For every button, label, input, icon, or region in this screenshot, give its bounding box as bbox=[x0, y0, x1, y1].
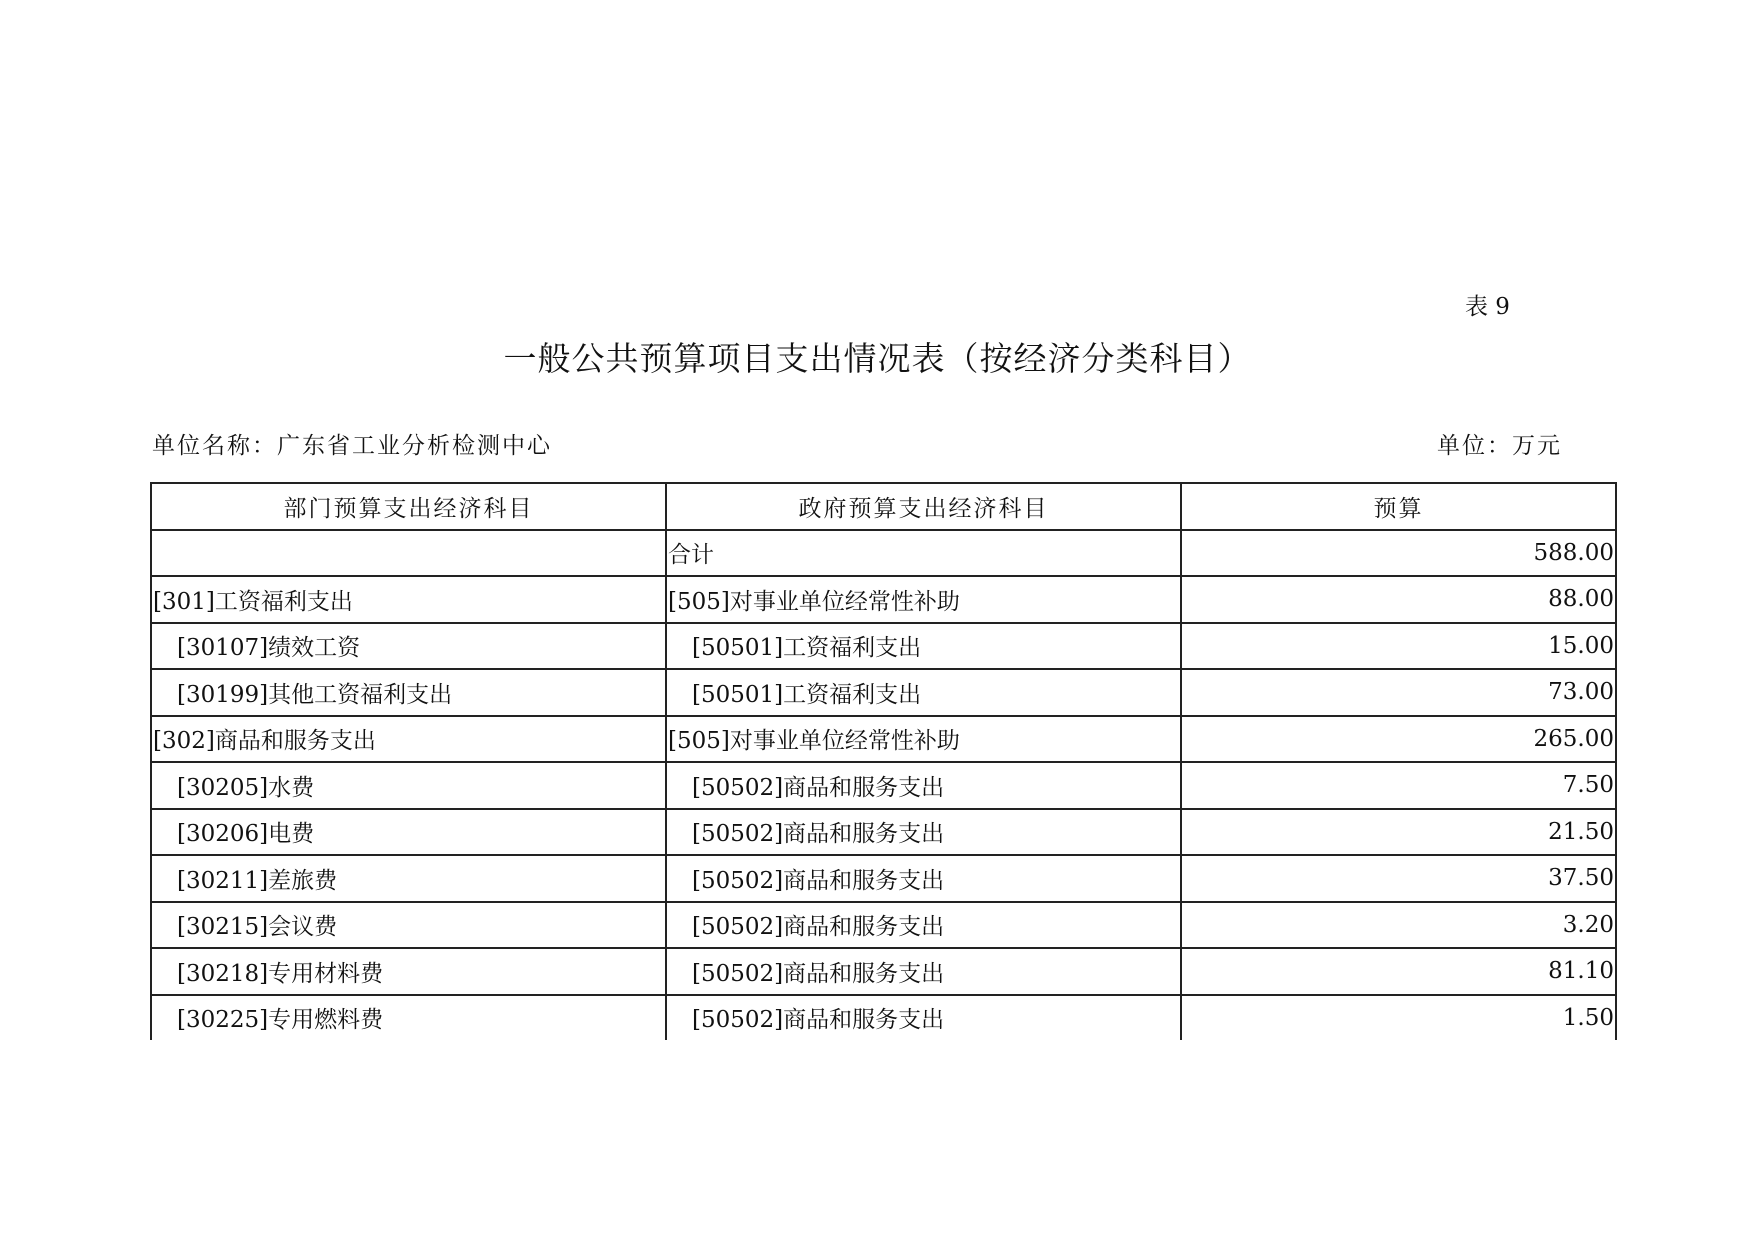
budget-amount-cell: 588.00 bbox=[1181, 530, 1616, 577]
table-body bbox=[151, 530, 1616, 1041]
dept-category-cell: [30107]绩效工资 bbox=[151, 623, 666, 670]
table-number: 表 9 bbox=[1465, 294, 1510, 320]
unit-name: 单位名称：广东省工业分析检测中心 bbox=[152, 433, 552, 459]
budget-amount-cell: 15.00 bbox=[1181, 623, 1616, 670]
gov-category-cell: [50502]商品和服务支出 bbox=[666, 995, 1181, 1041]
budget-amount-cell: 265.00 bbox=[1181, 716, 1616, 763]
gov-category-cell: [50501]工资福利支出 bbox=[666, 669, 1181, 716]
column-header-gov-category: 政府预算支出经济科目 bbox=[666, 483, 1181, 530]
table-row bbox=[151, 623, 1616, 670]
dept-category-cell: [30199]其他工资福利支出 bbox=[151, 669, 666, 716]
dept-category-cell: [30205]水费 bbox=[151, 762, 666, 809]
table-row bbox=[151, 948, 1616, 995]
dept-category-cell: [30225]专用燃料费 bbox=[151, 995, 666, 1041]
budget-amount-cell: 21.50 bbox=[1181, 809, 1616, 856]
table-row bbox=[151, 669, 1616, 716]
dept-category-cell: [30206]电费 bbox=[151, 809, 666, 856]
dept-category-cell: [302]商品和服务支出 bbox=[151, 716, 666, 763]
budget-amount-cell: 73.00 bbox=[1181, 669, 1616, 716]
table-header-row bbox=[151, 483, 1616, 530]
gov-category-cell: [50501]工资福利支出 bbox=[666, 623, 1181, 670]
table-row bbox=[151, 855, 1616, 902]
gov-category-cell: [505]对事业单位经常性补助 bbox=[666, 576, 1181, 623]
budget-amount-cell: 1.50 bbox=[1181, 995, 1616, 1041]
gov-category-cell: 合计 bbox=[666, 530, 1181, 577]
table-row bbox=[151, 902, 1616, 949]
page-title: 一般公共预算项目支出情况表（按经济分类科目） bbox=[503, 339, 1252, 378]
table-row bbox=[151, 530, 1616, 577]
gov-category-cell: [50502]商品和服务支出 bbox=[666, 762, 1181, 809]
budget-amount-cell: 81.10 bbox=[1181, 948, 1616, 995]
column-header-dept-category: 部门预算支出经济科目 bbox=[151, 483, 666, 530]
table-row bbox=[151, 809, 1616, 856]
gov-category-cell: [50502]商品和服务支出 bbox=[666, 948, 1181, 995]
table-row bbox=[151, 716, 1616, 763]
budget-amount-cell: 7.50 bbox=[1181, 762, 1616, 809]
table-row bbox=[151, 576, 1616, 623]
expenditure-table bbox=[150, 482, 1617, 1040]
gov-category-cell: [50502]商品和服务支出 bbox=[666, 902, 1181, 949]
unit-measure: 单位：万元 bbox=[1437, 433, 1562, 459]
gov-category-cell: [50502]商品和服务支出 bbox=[666, 855, 1181, 902]
dept-category-cell bbox=[151, 530, 666, 577]
budget-amount-cell: 88.00 bbox=[1181, 576, 1616, 623]
table-row bbox=[151, 995, 1616, 1041]
column-header-budget: 预算 bbox=[1181, 483, 1616, 530]
dept-category-cell: [30215]会议费 bbox=[151, 902, 666, 949]
gov-category-cell: [50502]商品和服务支出 bbox=[666, 809, 1181, 856]
dept-category-cell: [301]工资福利支出 bbox=[151, 576, 666, 623]
table-row bbox=[151, 762, 1616, 809]
dept-category-cell: [30218]专用材料费 bbox=[151, 948, 666, 995]
budget-amount-cell: 3.20 bbox=[1181, 902, 1616, 949]
budget-amount-cell: 37.50 bbox=[1181, 855, 1616, 902]
dept-category-cell: [30211]差旅费 bbox=[151, 855, 666, 902]
gov-category-cell: [505]对事业单位经常性补助 bbox=[666, 716, 1181, 763]
